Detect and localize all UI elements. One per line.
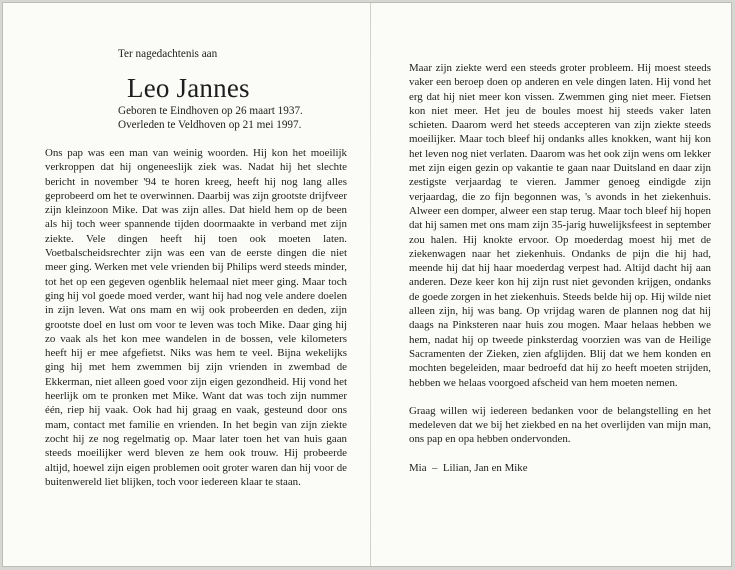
thanks-paragraph: Graag willen wij iedereen bedanken voor de belangstelling en het medeleven dat we bij het ziekbed en na het overlijden van mijn man, ons pap en opa hebben ondervonden. (409, 404, 711, 446)
right-page (409, 61, 711, 475)
center-fold (370, 3, 371, 566)
life-dates (118, 105, 347, 132)
left-body-paragraph: Ons pap was een man van weinig woorden. Hij kon het moeilijk verkroppen dat hij ongeneeslijk ziek was. Nadat hij het slechte bericht in november '94 te horen kreeg, heeft hij nog lang alles geprobeerd om het te overwinnen. Daarbij was zijn grootste drijfveer zijn kleinzoon Mike. Dat was zijn alles. Dat hield hem op de been als hij toch weer spannende tijden doormaakte in verband met zijn ziekte. Vele dingen heeft hij toen ook moeten laten. Voetbalscheidsrechter zijn was een van de eerste dingen die niet meer ging. Werken met vele vrienden bij Philips werd steeds minder, tot het op een gegeven ogenblik helemaal niet meer ging. Maar toch ging hij vol goede moed verder, want hij had nog vele andere doelen in zijn leven. Wat ons mam en wij ook probeerden en deden, zijn grootste doel en lust om voor te leven was toch Mike. Daar ging hij zo vaak als het kon mee wandelen in de bossen, vele kilometers heeft hij er mee afgefietst. Niks was hem te veel. Bijna wekelijks ging hij met hem zwemmen bij zijn vrienden in zwembad de Ekkerman, niet alleen goed voor zijn eigen gezondheid. Hij vond het heerlijk om te pronken met Mike. Want dat was toch zijn nummer één, riep hij vaak. Ook had hij graag en vaak, gesteund door ons mam, contact met familie en vrienden. In het begin van zijn ziekte zocht hij ze nog regelmatig op. Maar later toen het van huis gaan steeds moeilijker werd bleven ze hem ook trouw. Hij probeerde altijd, hoewel zijn eigen problemen ooit groter waren dan hij voor de buitenwereld liet blijken, toch voor iedereen klaar te staan. (45, 147, 347, 488)
left-page (45, 47, 347, 489)
right-body-paragraph: Maar zijn ziekte werd een steeds groter probleem. Hij moest steeds vaker een beroep doen op anderen en vele dingen laten. Hij vond het erg dat hij niet meer kon vissen. Zwemmen ging niet meer. Fietsen kon niet meer. Het jeu de boules moest hij steeds vaker laten schieten. Daarom werd het steeds accepteren van zijn ziekte steeds moeilijker. Maar toch bleef hij ondanks alles knokken, want hij kon het leven nog niet verlaten. Daarom was het ook zijn wens om lekker met zijn eigen gezin op vakantie te gaan naar Duitsland en daar zijn zestigste verjaardag te vieren. Jammer genoeg eindigde zijn verjaardag, die zo fijn begonnen was, 's avonds in het ziekenhuis. Alweer een domper, alweer een stap terug. Maar toch bleef hij hopen dat hij samen met ons mam zijn 35-jarig huwelijksfeest in september zou halen. Hij knokte ervoor. Op moederdag moest hij met de ziekenwagen naar het ziekenhuis. Ondanks de pijn die hij had, meende hij dat hij haar moederdag verpest had. Altijd dacht hij aan anderen. Deze keer kon hij zijn rust niet gevonden krijgen, ondanks de goede zorgen in het ziekenhuis. Steeds belde hij op. Hij wilde niet alleen zijn, hij was bang. Op vrijdag waren de plannen nog dat hij daags na Pinksteren naar huis zou mogen. Maar helaas hebben we hem, nadat hij op tweede pinksterdag voorzien was van de Heilige Sacramenten der Zieken, zien afglijden. Blij dat we hem konden en mochten begeleiden, maar bedroefd dat hij zo heeft moeten strijden, hebben we helaas voorgoed afscheid van hem moeten nemen. (409, 62, 711, 389)
intro-line: Ter nagedachtenis aan (118, 48, 218, 60)
deceased-name: Leo Jannes (127, 73, 250, 103)
death-line: Overleden te Veldhoven op 21 mei 1997. (118, 118, 302, 131)
family-signature: Mia – Lilian, Jan en Mike (409, 461, 528, 474)
memorial-card (2, 2, 732, 567)
birth-line: Geboren te Eindhoven op 26 maart 1937. (118, 105, 303, 117)
